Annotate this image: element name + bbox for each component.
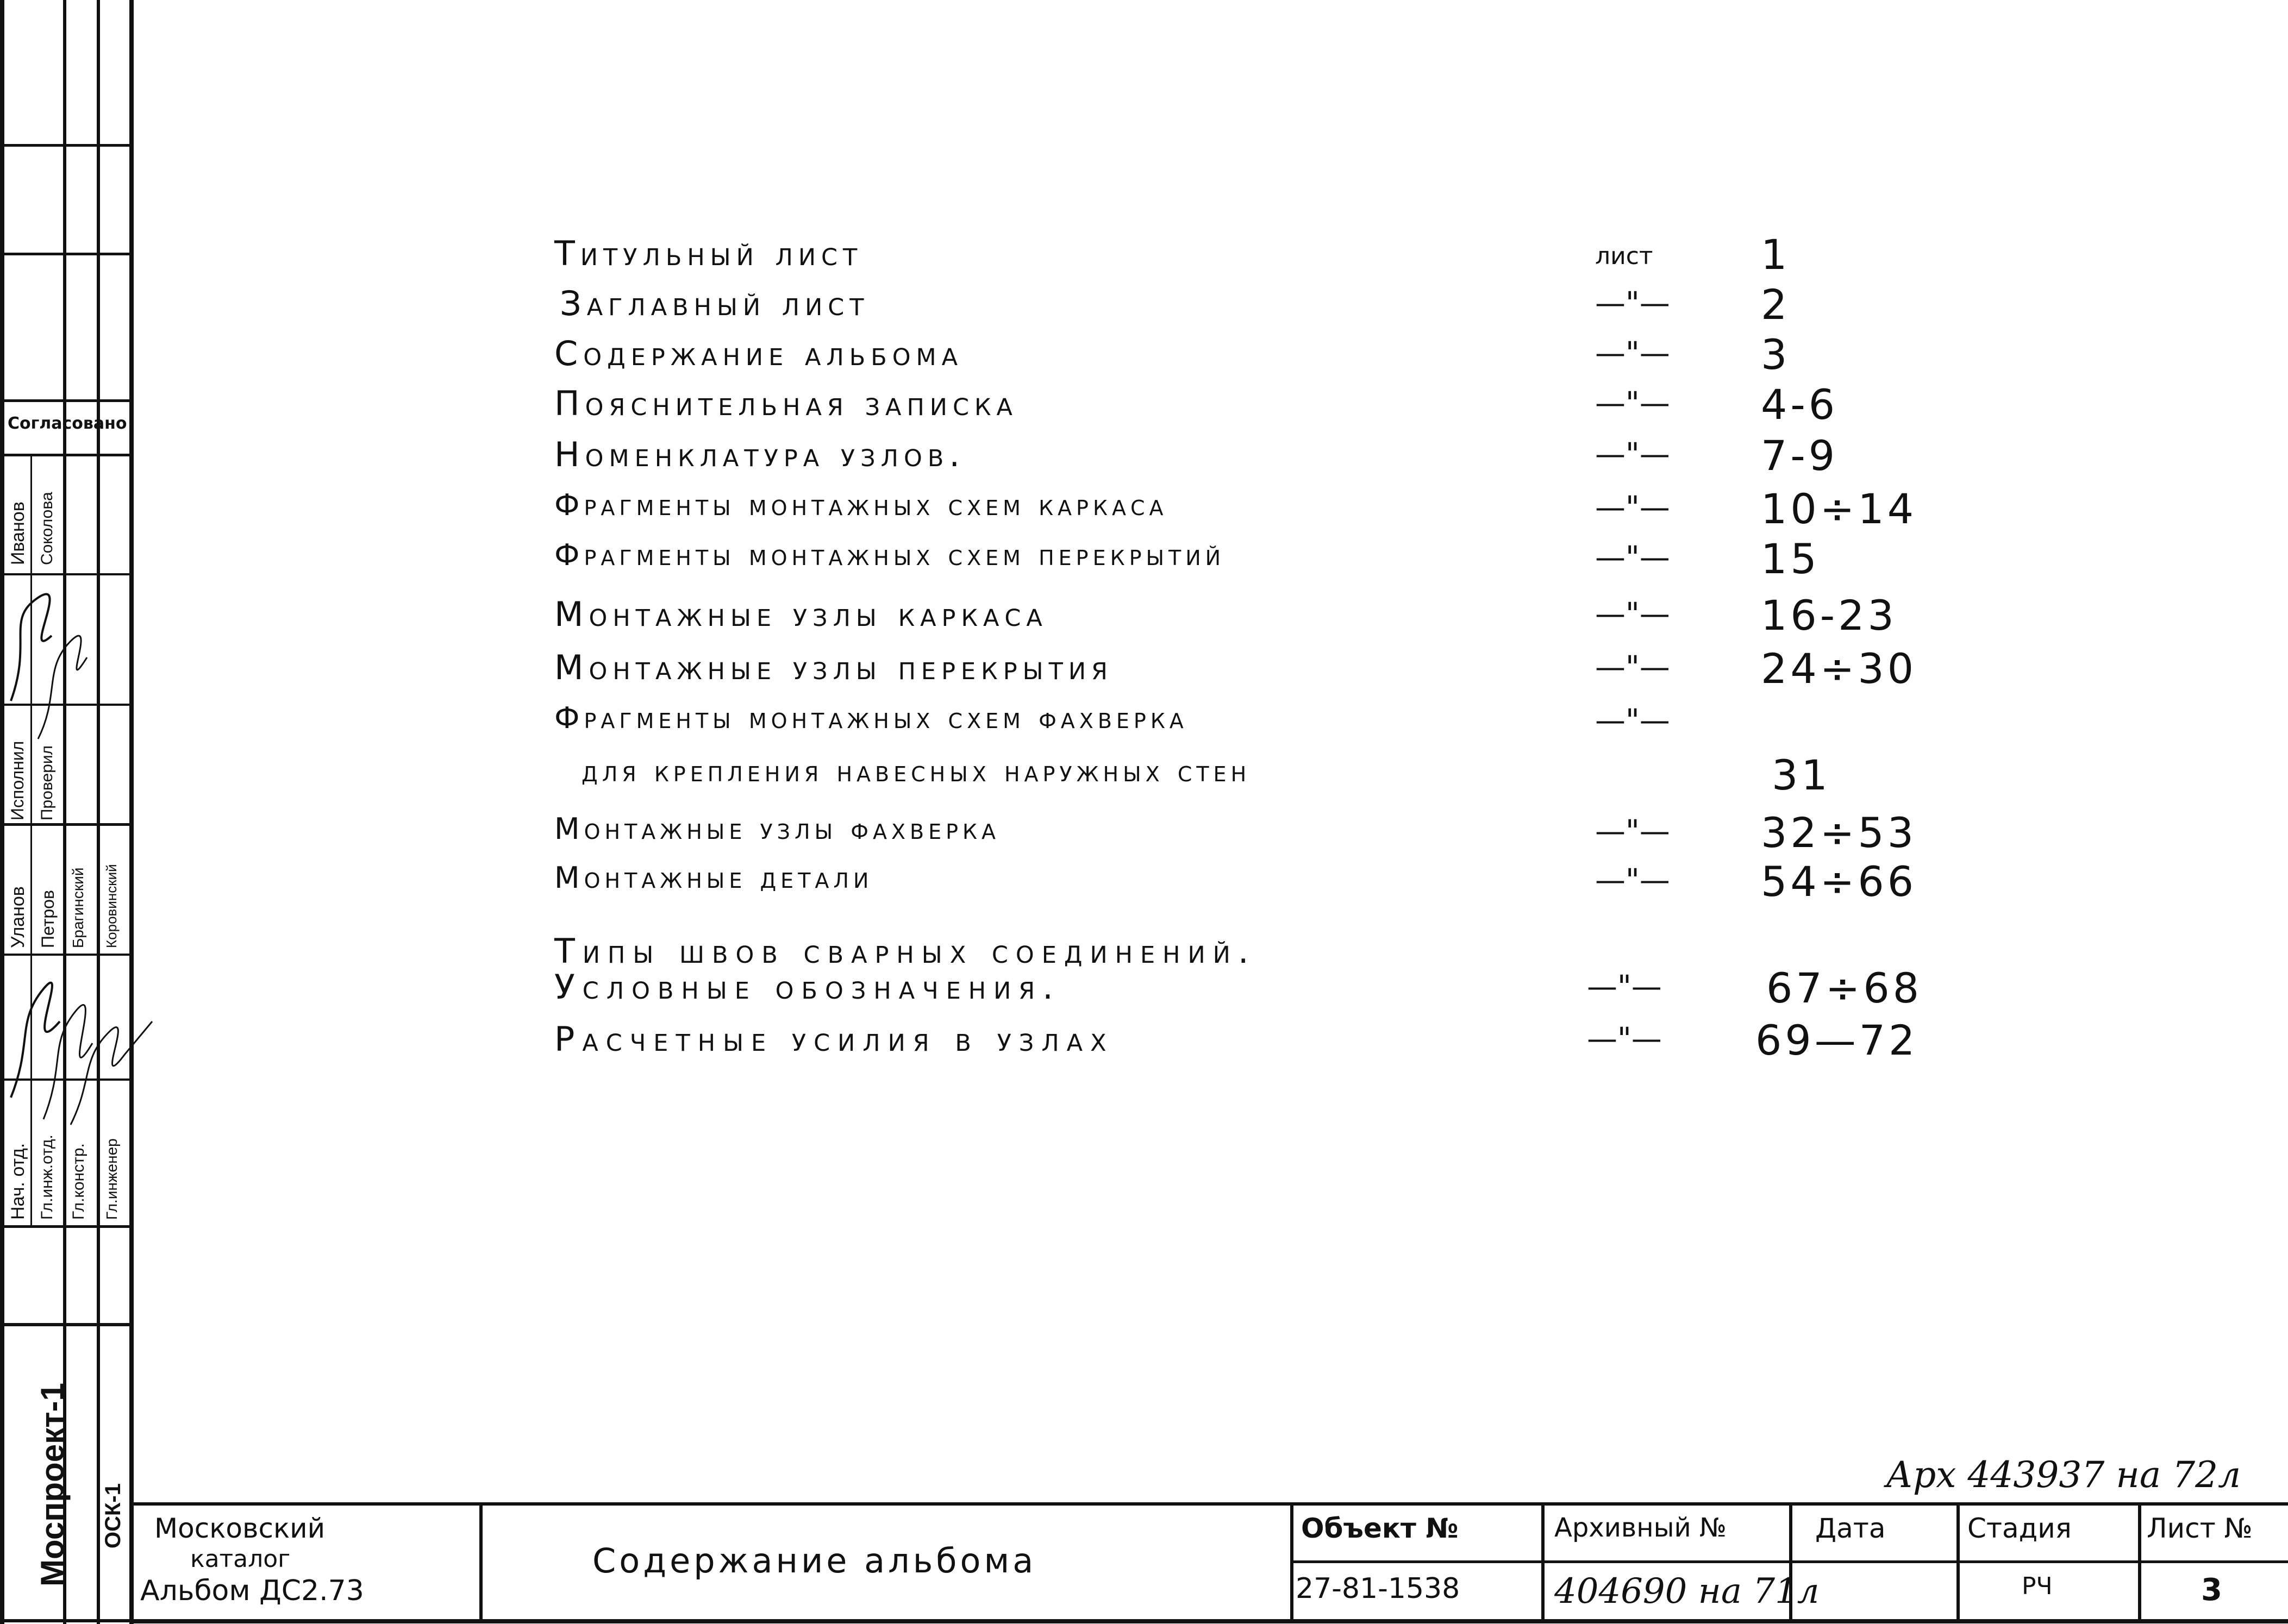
- list-item: [554, 1016, 2022, 1068]
- contents-marker: —"—: [1595, 814, 1670, 849]
- contents-page: 4-6: [1761, 380, 1839, 429]
- role-name: Коровинский: [103, 864, 120, 948]
- contents-title: Содержание альбома: [554, 334, 964, 373]
- list-item: [554, 280, 2022, 333]
- list-item: [554, 485, 2022, 537]
- contents-page: 16-23: [1761, 591, 1897, 639]
- date-header: Дата: [1815, 1513, 1886, 1544]
- contents-page: 3: [1761, 330, 1791, 379]
- department-code: ОСК-1: [101, 1483, 125, 1548]
- approval-header: Согласовано: [8, 414, 127, 433]
- sheet-number: 3: [2201, 1572, 2222, 1608]
- list-item: [554, 330, 2022, 383]
- contents-page: 1: [1761, 230, 1791, 279]
- list-item: [554, 230, 2022, 283]
- stage-value: РЧ: [2022, 1572, 2053, 1600]
- contents-marker: —"—: [1595, 540, 1670, 575]
- list-item: [554, 751, 2022, 803]
- list-item: [554, 964, 2022, 1016]
- album-name: Альбом ДС2.73: [140, 1575, 364, 1607]
- exec-name: Иванов: [8, 501, 28, 565]
- list-item: [554, 857, 2022, 910]
- contents-page: 7-9: [1761, 431, 1839, 480]
- archive-number-header: Архивный №: [1554, 1513, 1727, 1543]
- role-label: Гл.инженер: [103, 1138, 120, 1220]
- list-item: [554, 808, 2022, 861]
- contents-marker: —"—: [1595, 650, 1670, 685]
- contents-title: Монтажные узлы перекрытия: [554, 648, 1113, 687]
- exec-role: Проверил: [38, 745, 56, 820]
- contents-marker: —"—: [1595, 703, 1670, 738]
- role-label: Гл.инж.отд.: [38, 1134, 56, 1220]
- role-name: Уланов: [8, 886, 28, 948]
- contents-marker: лист: [1595, 242, 1653, 270]
- contents-marker: —"—: [1595, 386, 1670, 421]
- contents-title: Фрагменты монтажных схем каркаса: [554, 488, 1168, 522]
- contents-marker: —"—: [1595, 863, 1670, 898]
- contents-title: для крепления навесных наружных стен: [582, 754, 1251, 788]
- contents-page: 32÷53: [1761, 808, 1917, 857]
- list-item: [554, 431, 2022, 484]
- catalog-name: Московский: [154, 1513, 326, 1544]
- exec-name: Соколова: [38, 492, 56, 565]
- object-number-header: Объект №: [1301, 1513, 1459, 1544]
- contents-marker: —"—: [1595, 336, 1670, 371]
- contents-page: 10÷14: [1761, 485, 1917, 533]
- archive-note: Арх 443937 на 72л: [1886, 1454, 2241, 1496]
- contents-page: 69—72: [1755, 1016, 1918, 1064]
- role-label: Гл.констр.: [70, 1143, 87, 1220]
- stage-header: Стадия: [1967, 1513, 2072, 1544]
- contents-title: Номенклатура узлов.: [554, 435, 966, 474]
- archive-number: 404690 на 71л: [1554, 1571, 1820, 1612]
- contents-marker: —"—: [1587, 1021, 1662, 1057]
- contents-title: Фрагменты монтажных схем перекрытий: [554, 538, 1226, 572]
- exec-role: Исполнил: [8, 741, 27, 820]
- object-number: 27-81-1538: [1296, 1572, 1460, 1605]
- list-item: [554, 380, 2022, 432]
- contents-marker: —"—: [1595, 597, 1670, 632]
- contents-marker: —"—: [1595, 490, 1670, 525]
- contents-marker: —"—: [1587, 969, 1662, 1005]
- contents-title: Условные обозначения.: [554, 967, 1061, 1007]
- contents-title: Монтажные узлы фахверка: [554, 812, 1000, 846]
- contents-marker: —"—: [1595, 286, 1670, 321]
- contents-page: 24÷30: [1761, 644, 1917, 693]
- contents-title: Монтажные узлы каркаса: [554, 594, 1048, 634]
- contents-title: Фрагменты монтажных схем фахверка: [554, 701, 1188, 735]
- list-item: [554, 644, 2022, 697]
- sheet-number-header: Лист №: [2147, 1513, 2253, 1544]
- role-label: Нач. отд.: [8, 1143, 28, 1220]
- role-name: Брагинский: [70, 867, 86, 948]
- contents-title: Расчетные усилия в узлах: [554, 1019, 1114, 1059]
- list-item: [554, 591, 2022, 643]
- contents-marker: —"—: [1595, 437, 1670, 472]
- contents-page: 31: [1772, 751, 1831, 799]
- contents-page: 67÷68: [1766, 964, 1923, 1012]
- catalog-name: каталог: [190, 1545, 291, 1573]
- role-name: Петров: [38, 890, 58, 948]
- sheet-title: Содержание альбома: [592, 1541, 1037, 1581]
- contents-title: Типы швов сварных соединений.: [554, 931, 1256, 971]
- contents-title: Заглавный лист: [560, 284, 870, 323]
- contents-page: 2: [1761, 280, 1791, 329]
- list-item: [554, 535, 2022, 587]
- contents-title: Монтажные детали: [554, 861, 873, 895]
- signatures-drawing: [0, 576, 163, 1228]
- contents-page: 15: [1761, 535, 1820, 583]
- organization-name: Моспроект-1: [34, 1383, 71, 1587]
- list-item: [554, 701, 2022, 750]
- contents-title: Пояснительная записка: [554, 384, 1018, 423]
- contents-page: 54÷66: [1761, 857, 1917, 906]
- contents-title: Титульный лист: [554, 234, 863, 273]
